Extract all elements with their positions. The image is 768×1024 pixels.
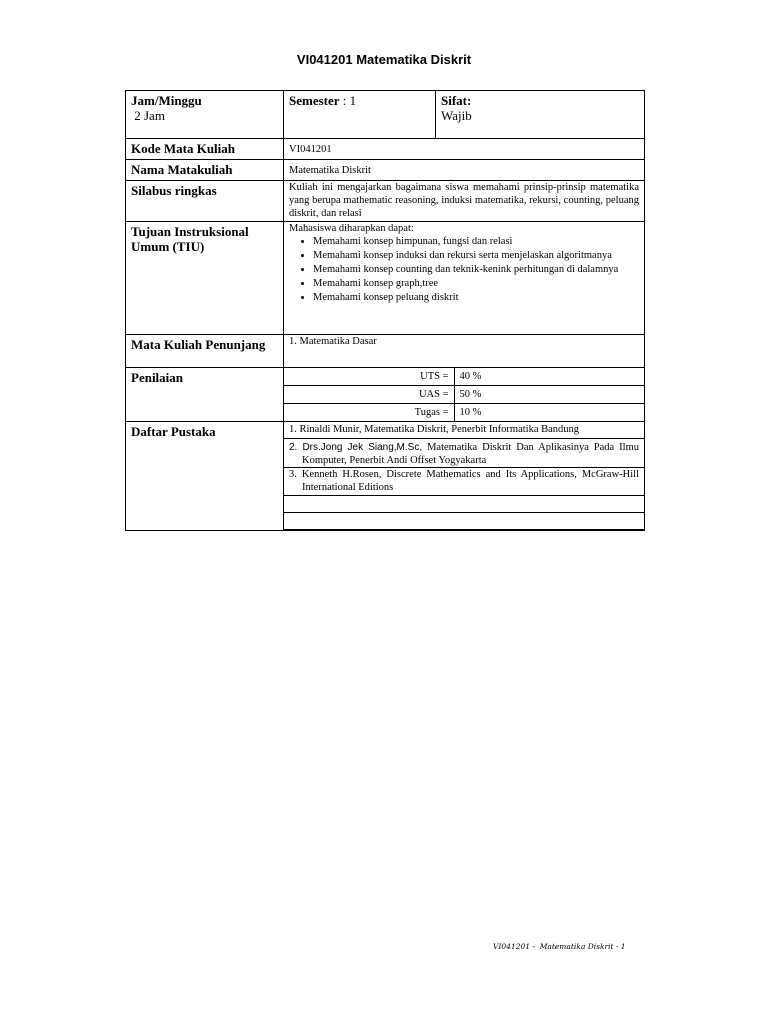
pustaka-item-2-author: Drs.Jong Jek Siang,M.Sc, (302, 442, 423, 453)
document-title: VI041201 Matematika Diskrit (296, 52, 472, 67)
pustaka-item-1: 1. Rinaldi Munir, Matematika Diskrit, Penerbit Informatika Bandung (284, 422, 645, 439)
list-item: • Memahami konsep himpunan, fungsi dan relasi (313, 235, 639, 249)
tiu-list (289, 235, 639, 305)
pustaka-item-2-num: 2. (289, 442, 303, 453)
pustaka-item-2 (284, 439, 645, 468)
jam-label: Jam/Minggu (131, 93, 202, 108)
table-row (284, 368, 644, 386)
tiu-label: Tujuan Instruksional Umum (TIU) (126, 222, 284, 335)
kode-label: Kode Mata Kuliah (126, 139, 284, 160)
syllabus-table (125, 90, 645, 531)
uts-value: 40 % (454, 368, 644, 386)
tugas-value: 10 % (459, 407, 482, 418)
uas-key: UAS = (284, 386, 454, 404)
kode-value: VI041201 (284, 139, 645, 160)
penunjang-value: 1. Matematika Dasar (284, 335, 645, 368)
table-row (284, 404, 644, 422)
row-penunjang (126, 335, 645, 368)
pustaka-item-2-rest: Matematika Diskrit Dan Aplikasinya Pada Ilmu Komputer, Penerbit Andi Offset Yogyakarta (302, 442, 639, 466)
empty-cell (284, 530, 645, 531)
penilaian-table (284, 368, 644, 421)
table-row (284, 386, 644, 404)
row-pustaka-1 (126, 422, 645, 439)
sifat-value: Wajib (441, 108, 472, 123)
silabus-value: Kuliah ini mengajarkan bagaimana siswa memahami prinsip-prinsip matematika yang berupa mathematic reasoning, induksi matematika, rekursi, counting, peluang diskrit, dan relasi (284, 181, 645, 222)
uas-value: 50 % (454, 386, 644, 404)
nama-value: Matematika Diskrit (284, 160, 645, 181)
row-penilaian (126, 368, 645, 422)
row-tiu (126, 222, 645, 335)
list-item: • Memahami konsep counting dan teknik-kenink perhitungan di dalamnya (313, 263, 639, 277)
page-footer: VI041201 - Matematika Diskrit - 1 (493, 942, 626, 951)
tugas-key: Tugas = (284, 404, 454, 422)
row-jam-semester-sifat (126, 91, 645, 139)
pustaka-label: Daftar Pustaka (126, 422, 284, 531)
list-item: • Memahami konsep peluang diskrit (313, 291, 639, 305)
penilaian-label: Penilaian (126, 368, 284, 422)
penunjang-label: Mata Kuliah Penunjang (126, 335, 284, 368)
empty-cell (284, 513, 645, 530)
row-nama (126, 160, 645, 181)
semester-label: Semester (289, 93, 340, 108)
uts-key: UTS = (284, 368, 454, 386)
pustaka-item-3: 3. Kenneth H.Rosen, Discrete Mathematics and Its Applications, McGraw-Hill International Editions (284, 468, 645, 496)
row-silabus (126, 181, 645, 222)
silabus-label: Silabus ringkas (126, 181, 284, 222)
sifat-label: Sifat: (441, 93, 472, 108)
row-kode (126, 139, 645, 160)
list-item: • Memahami konsep graph,tree (313, 277, 639, 291)
jam-value: 2 Jam (131, 108, 165, 123)
nama-label: Nama Matakuliah (126, 160, 284, 181)
empty-cell (284, 496, 645, 513)
list-item: • Memahami konsep induksi dan rekursi serta menjelaskan algoritmanya (313, 249, 639, 263)
semester-value: : 1 (339, 93, 357, 108)
tiu-intro: Mahasiswa diharapkan dapat: (289, 223, 414, 234)
